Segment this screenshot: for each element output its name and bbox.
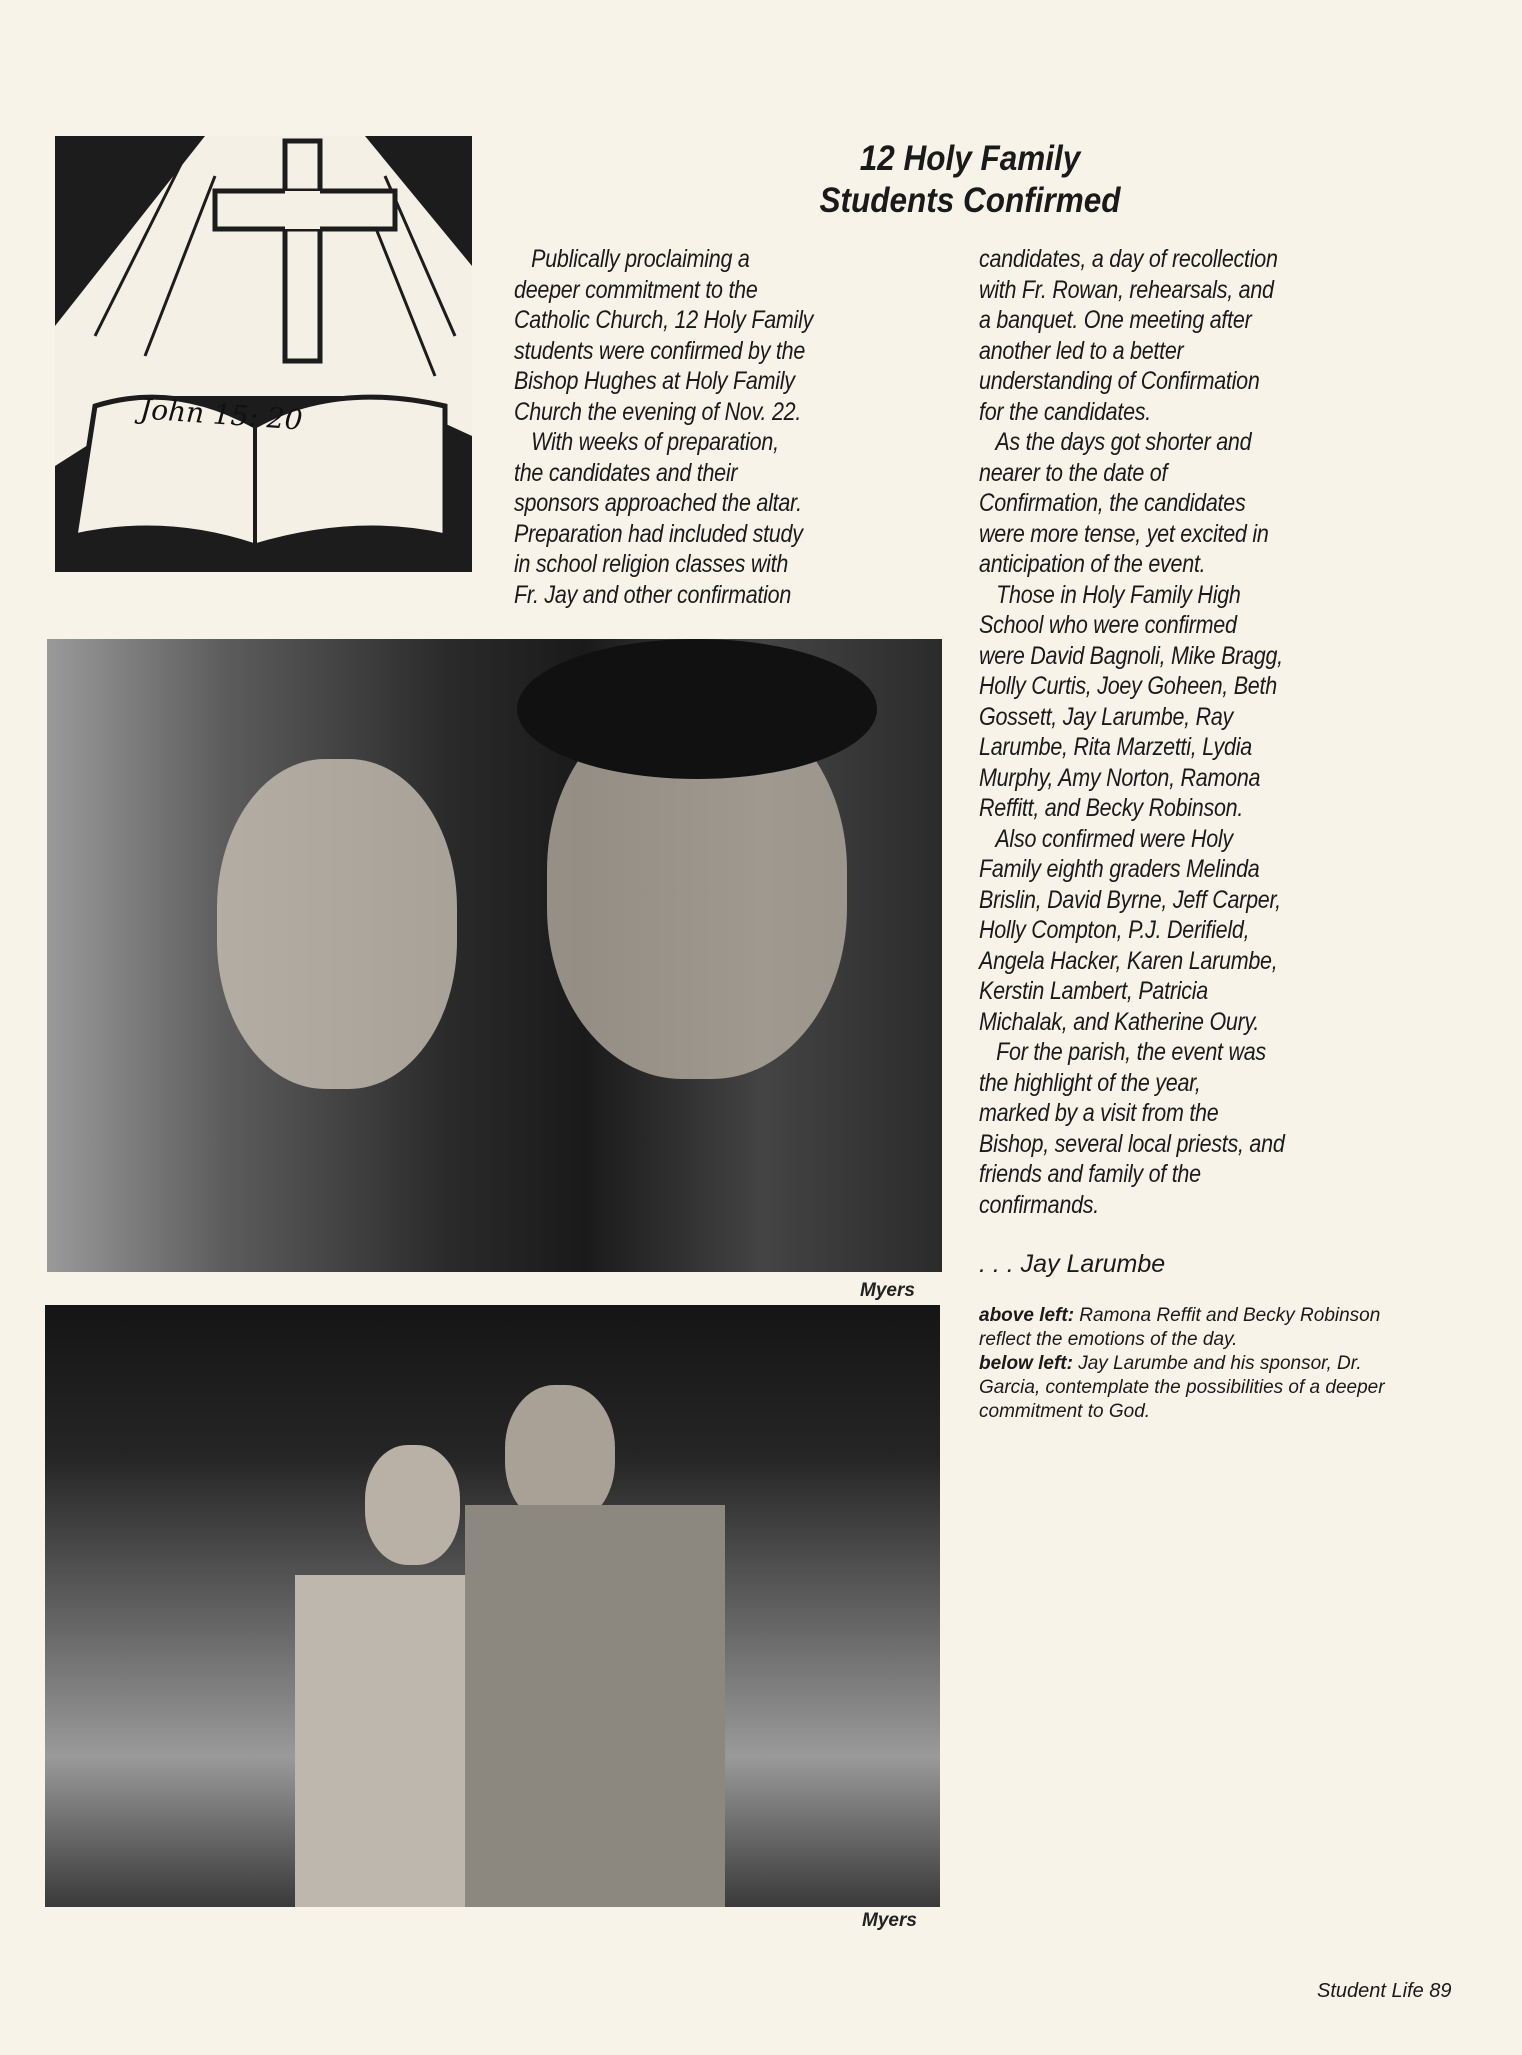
article-column-1: [514, 244, 862, 610]
article-line: Michalak, and Katherine Oury.: [979, 1007, 1260, 1036]
article-line: marked by a visit from the: [979, 1099, 1219, 1127]
photo-captions: [979, 1304, 1419, 1424]
article-line: for the candidates.: [979, 397, 1151, 426]
article-column-2: [979, 244, 1334, 1220]
article-line: with Fr. Rowan, rehearsals, and: [979, 275, 1274, 304]
article-line: Holly Curtis, Joey Goheen, Beth: [979, 672, 1277, 700]
article-line: Bishop, several local priests, and: [979, 1129, 1285, 1158]
article-line: Family eighth graders Melinda: [979, 855, 1260, 883]
article-line: Preparation had included study: [514, 519, 803, 548]
bible-inscription: John 15: 20: [139, 392, 304, 437]
title-line-2: Students Confirmed: [819, 181, 1121, 220]
caption-above-label: above left:: [979, 1305, 1075, 1326]
article-line: Catholic Church, 12 Holy Family: [514, 306, 814, 334]
article-line: Church the evening of Nov. 22.: [514, 397, 802, 426]
article-line: understanding of Confirmation: [979, 367, 1260, 395]
article-line: Kerstin Lambert, Patricia: [979, 977, 1208, 1005]
photo-credit-2: Myers: [862, 1910, 917, 1931]
article-line: the candidates and their: [514, 458, 738, 487]
article-line: Holly Compton, P.J. Derifield,: [979, 916, 1250, 944]
article-line: a banquet. One meeting after: [979, 306, 1252, 334]
article-line: students were confirmed by the: [514, 336, 806, 365]
article-title: [727, 138, 1213, 222]
article-line: were more tense, yet excited in: [979, 519, 1269, 548]
article-line: anticipation of the event.: [979, 550, 1206, 578]
article-line: friends and family of the: [979, 1160, 1201, 1188]
article-line: in school religion classes with: [514, 550, 789, 578]
article-line: School who were confirmed: [979, 611, 1237, 639]
article-line: Fr. Jay and other confirmation: [514, 580, 792, 609]
caption-above: [979, 1304, 1419, 1352]
photo-two-girls: [47, 639, 942, 1272]
article-line: Larumbe, Rita Marzetti, Lydia: [979, 733, 1252, 761]
article-line: deeper commitment to the: [514, 275, 758, 304]
article-line: sponsors approached the altar.: [514, 489, 802, 517]
caption-above-text: Ramona Reffit and Becky Robinson reflect the emotions of the day.: [979, 1305, 1381, 1350]
article-line: Publically proclaiming a: [514, 245, 750, 273]
article-line: Confirmation, the candidates: [979, 489, 1246, 517]
page-footer: Student Life 89: [1317, 1980, 1452, 2002]
caption-below-label: below left:: [979, 1353, 1073, 1374]
article-line: Gossett, Jay Larumbe, Ray: [979, 702, 1234, 731]
cross-bible-illustration: [55, 136, 472, 572]
article-line: confirmands.: [979, 1190, 1099, 1219]
photo-confirmation-ceremony: [45, 1305, 940, 1907]
article-line: Those in Holy Family High: [979, 580, 1241, 609]
photo-credit-1: Myers: [860, 1280, 915, 1301]
article-line: were David Bagnoli, Mike Bragg,: [979, 641, 1283, 670]
article-line: Angela Hacker, Karen Larumbe,: [979, 946, 1278, 975]
article-line: Brislin, David Byrne, Jeff Carper,: [979, 885, 1281, 914]
article-line: As the days got shorter and: [979, 428, 1252, 456]
article-line: candidates, a day of recollection: [979, 245, 1278, 273]
article-line: Murphy, Amy Norton, Ramona: [979, 763, 1261, 792]
article-byline: . . . Jay Larumbe: [979, 1250, 1166, 1278]
title-line-1: 12 Holy Family: [859, 139, 1081, 178]
caption-below-text: Jay Larumbe and his sponsor, Dr. Garcia, contemplate the possibilities of a deeper commitment to God.: [979, 1353, 1385, 1422]
article-line: Also confirmed were Holy: [979, 824, 1233, 853]
article-line: another led to a better: [979, 336, 1184, 365]
caption-below: [979, 1352, 1419, 1424]
article-line: Reffitt, and Becky Robinson.: [979, 794, 1244, 822]
article-line: the highlight of the year,: [979, 1068, 1201, 1097]
article-line: With weeks of preparation,: [514, 428, 779, 456]
article-line: For the parish, the event was: [979, 1038, 1266, 1066]
article-line: nearer to the date of: [979, 458, 1168, 487]
article-line: Bishop Hughes at Holy Family: [514, 367, 795, 395]
